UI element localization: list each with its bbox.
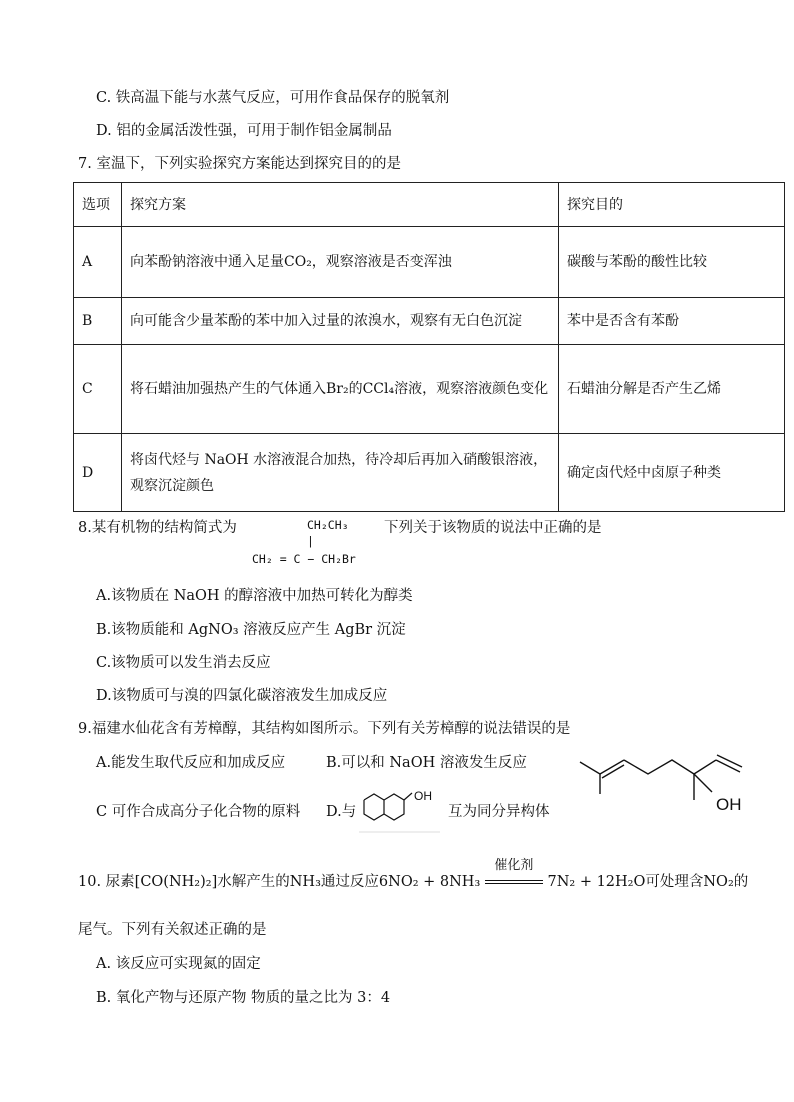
q10-mid-text: 水解产生的NH₃通过反应	[217, 874, 379, 890]
q8-stem-a: 8.某有机物的结构简式为	[78, 520, 237, 536]
q8-stem-b: 下列关于该物质的说法中正确的是	[384, 520, 602, 536]
q10-catalyst: 催化剂	[494, 858, 534, 873]
q10-line1	[78, 858, 749, 892]
table-row	[74, 434, 785, 512]
q10-line2: 尾气。下列有关叙述正确的是	[78, 922, 267, 938]
q10-number: 10. 尿素	[78, 874, 135, 890]
row-plan: 向可能含少量苯酚的苯中加入过量的浓溴水，观察有无白色沉淀	[122, 298, 559, 345]
q10-reactants: 6NO₂ + 8NH₃	[378, 874, 481, 890]
q8-struct-top: CH₂CH₃	[307, 518, 349, 532]
q9-option-a: A.能发生取代反应和加成反应	[96, 755, 286, 771]
table-row	[74, 298, 785, 345]
row-goal: 碳酸与苯酚的酸性比较	[559, 227, 785, 298]
table-row	[74, 345, 785, 434]
q8-option-c: C.该物质可以发生消去反应	[96, 655, 271, 671]
q8-struct-main: CH₂ = C − CH₂Br	[252, 552, 356, 566]
table-row	[74, 227, 785, 298]
row-plan: 向苯酚钠溶液中通入足量CO₂，观察溶液是否变浑浊	[122, 227, 559, 298]
q8-option-a: A.该物质在 NaOH 的醇溶液中加热可转化为醇类	[96, 588, 413, 604]
q7-stem: 7. 室温下，下列实验探究方案能达到探究目的的是	[78, 156, 401, 172]
table-header-row	[74, 183, 785, 227]
q9-option-d-label: D.与	[326, 804, 357, 820]
q9-stem: 9.福建水仙花含有芳樟醇，其结构如图所示。下列有关芳樟醇的说法错误的是	[78, 721, 571, 737]
q6-option-d: D. 铝的金属活泼性强，可用于制作铝金属制品	[96, 123, 392, 139]
q10-option-b: B. 氧化产物与还原产物 物质的量之比为 3：4	[96, 990, 391, 1006]
row-plan: 将石蜡油加强热产生的气体通入Br₂的CCl₄溶液，观察溶液颜色变化	[122, 345, 559, 434]
q9-option-d-text: 互为同分异构体	[448, 804, 550, 820]
q10-urea-formula: [CO(NH₂)₂]	[134, 874, 218, 890]
q10-tail: 可处理含NO₂的	[645, 874, 749, 890]
row-plan: 将卤代烃与 NaOH 水溶液混合加热，待冷却后再加入硝酸银溶液，观察沉淀颜色	[122, 434, 559, 512]
row-goal: 石蜡油分解是否产生乙烯	[559, 345, 785, 434]
header-plan: 探究方案	[122, 183, 559, 227]
q10-reaction-arrow	[485, 858, 543, 892]
q10-option-a: A. 该反应可实现氮的固定	[96, 956, 261, 972]
header-goal: 探究目的	[559, 183, 785, 227]
row-goal: 苯中是否含有苯酚	[559, 298, 785, 345]
q10-products: 7N₂ + 12H₂O	[547, 874, 646, 890]
q8-struct-bond: |	[307, 534, 314, 548]
q8-option-b: B.该物质能和 AgNO₃ 溶液反应产生 AgBr 沉淀	[96, 622, 406, 638]
linalool-oh-label: OH	[716, 795, 742, 814]
q7-table	[73, 182, 785, 512]
q6-option-c: C. 铁高温下能与水蒸气反应，可用作食品保存的脱氧剂	[96, 90, 450, 106]
row-goal: 确定卤代烃中卤原子种类	[559, 434, 785, 512]
row-option: D	[74, 434, 122, 512]
row-option: A	[74, 227, 122, 298]
row-option: C	[74, 345, 122, 434]
q9-option-b: B.可以和 NaOH 溶液发生反应	[326, 755, 527, 771]
row-option: B	[74, 298, 122, 345]
header-option: 选项	[74, 183, 122, 227]
q8-option-d: D.该物质可与溴的四氯化碳溶液发生加成反应	[96, 688, 388, 704]
q9-option-c: C 可作合成高分子化合物的原料	[96, 804, 301, 820]
decalol-oh-label: OH	[414, 789, 432, 803]
